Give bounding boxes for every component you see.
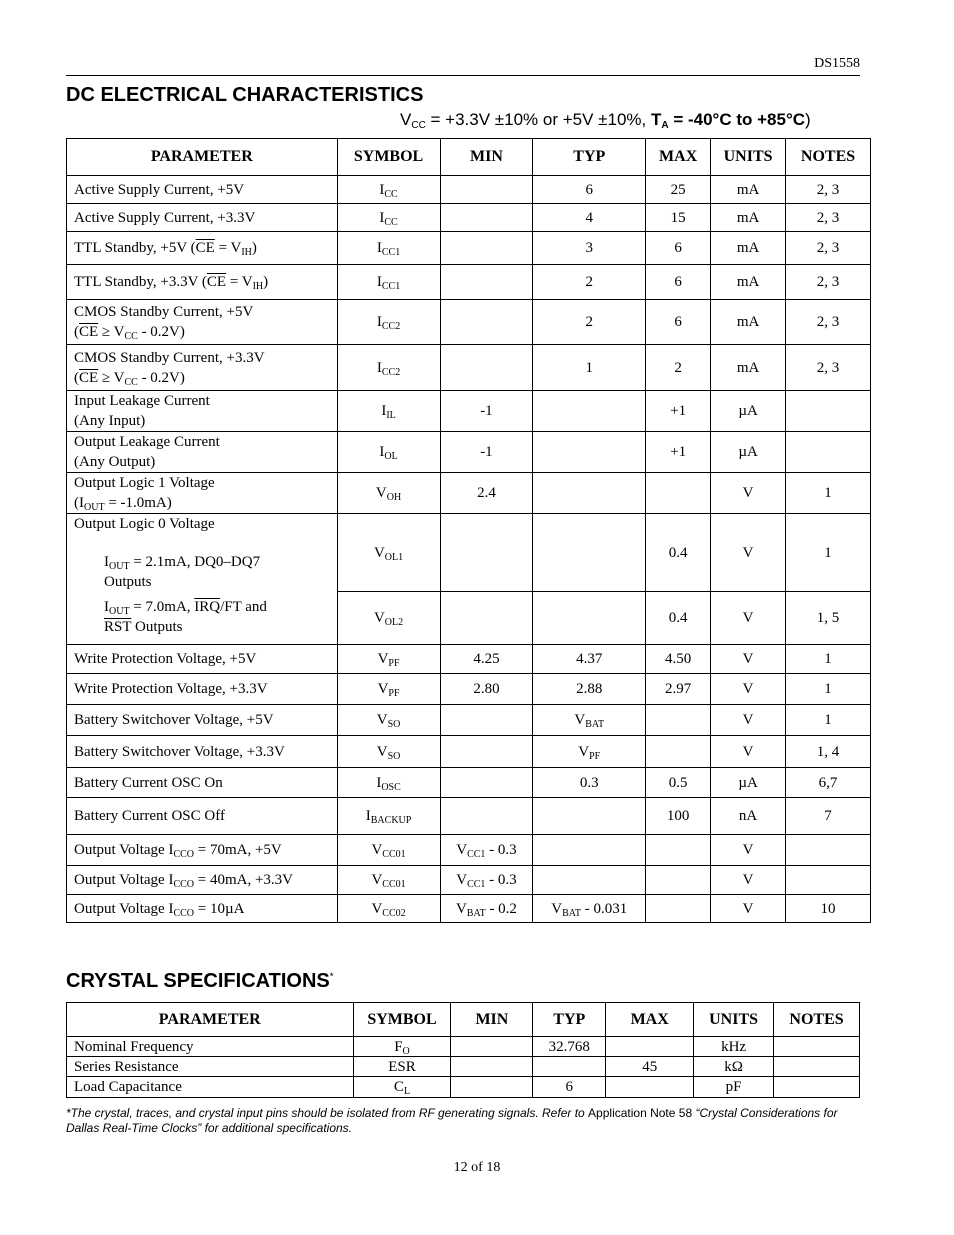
- col-header: UNITS: [694, 1003, 774, 1037]
- notes-cell: [774, 1057, 860, 1077]
- typ-cell: $V_{BAT}$: [533, 705, 646, 736]
- units-cell: mA: [711, 345, 786, 391]
- symbol-cell: $I_{CC1}$: [337, 232, 440, 265]
- typ-cell: [533, 432, 646, 473]
- units-cell: V: [711, 866, 786, 895]
- col-header: MAX: [646, 139, 711, 176]
- units-cell: V: [711, 473, 786, 514]
- symbol-cell: $V_{SO}$: [337, 705, 440, 736]
- typ-cell: 6: [533, 1077, 606, 1098]
- notes-cell: [774, 1037, 860, 1057]
- table-row: [67, 674, 871, 705]
- symbol-cell: $V_{CC02}$: [337, 895, 440, 923]
- min-cell: [440, 768, 533, 798]
- symbol-cell: $I_{CC1}$: [337, 265, 440, 300]
- min-cell: [440, 265, 533, 300]
- units-cell: V: [711, 645, 786, 674]
- table-row: [67, 768, 871, 798]
- max-cell: +1: [646, 432, 711, 473]
- min-cell: [451, 1057, 533, 1077]
- col-header: NOTES: [774, 1003, 860, 1037]
- max-cell: [606, 1037, 694, 1057]
- symbol-cell: $F_O$: [353, 1037, 451, 1057]
- typ-cell: 1: [533, 345, 646, 391]
- max-cell: [646, 866, 711, 895]
- typ-cell: 3: [533, 232, 646, 265]
- min-cell: [440, 204, 533, 232]
- units-cell: µA: [711, 768, 786, 798]
- units-cell: V: [711, 674, 786, 705]
- max-cell: 25: [646, 176, 711, 204]
- param-cell: Battery Current OSC Off: [67, 798, 338, 835]
- notes-cell: 1: [786, 645, 871, 674]
- typ-cell: 2: [533, 300, 646, 345]
- min-cell: [440, 232, 533, 265]
- col-header: TYP: [533, 1003, 606, 1037]
- table-row: [67, 176, 871, 204]
- max-cell: [646, 736, 711, 768]
- col-header: MIN: [451, 1003, 533, 1037]
- param-cell: Output Voltage $I_{CCO} = 10\mu A$: [67, 895, 338, 923]
- symbol-cell: $V_{SO}$: [337, 736, 440, 768]
- param-cell: Input Leakage Current (Any Input): [67, 391, 338, 432]
- notes-cell: 10: [786, 895, 871, 923]
- param-cell: Write Protection Voltage, +3.3V: [67, 674, 338, 705]
- max-cell: 0.5: [646, 768, 711, 798]
- units-cell: V: [711, 835, 786, 866]
- notes-cell: 6,7: [786, 768, 871, 798]
- notes-cell: 1: [786, 473, 871, 514]
- typ-cell: $V_{BAT} - 0.031$: [533, 895, 646, 923]
- param-cell: Active Supply Current, +5V: [67, 176, 338, 204]
- param-cell: Write Protection Voltage, +5V: [67, 645, 338, 674]
- symbol-cell: $V_{OH}$: [337, 473, 440, 514]
- max-cell: 100: [646, 798, 711, 835]
- min-cell: [440, 345, 533, 391]
- max-cell: 2: [646, 345, 711, 391]
- symbol-cell: $I_{CC}$: [337, 176, 440, 204]
- max-cell: [606, 1077, 694, 1098]
- table-row: [67, 204, 871, 232]
- typ-cell: 6: [533, 176, 646, 204]
- table-header-row: [67, 1003, 860, 1037]
- symbol-cell: $V_{PF}$: [337, 674, 440, 705]
- notes-cell: 2, 3: [786, 176, 871, 204]
- max-cell: [646, 705, 711, 736]
- param-cell: Output Voltage $I_{CCO} = 70mA$, +5V: [67, 835, 338, 866]
- units-cell: mA: [711, 232, 786, 265]
- notes-cell: [786, 391, 871, 432]
- max-cell: +1: [646, 391, 711, 432]
- typ-cell: 4.37: [533, 645, 646, 674]
- param-cell: Series Resistance: [67, 1057, 354, 1077]
- typ-cell: [533, 835, 646, 866]
- symbol-cell: $I_{OL}$: [337, 432, 440, 473]
- max-cell: 6: [646, 265, 711, 300]
- table-row: [67, 645, 871, 674]
- typ-cell: 32.768: [533, 1037, 606, 1057]
- units-cell: V: [711, 592, 786, 645]
- col-header: MAX: [606, 1003, 694, 1037]
- param-cell: Active Supply Current, +3.3V: [67, 204, 338, 232]
- min-cell: [451, 1077, 533, 1098]
- param-cell: Battery Switchover Voltage, +3.3V: [67, 736, 338, 768]
- symbol-cell: $I_{CC}$: [337, 204, 440, 232]
- dc-characteristics-table: [66, 138, 871, 923]
- param-cell: Output Logic 0 Voltage $I_{OUT} = 2.1mA$, DQ0–DQ7 Outputs $I_{OUT} = 7.0mA$, $\overline{IRQ}/FT$ and $\overline{RST}$ Outputs: [67, 514, 338, 645]
- typ-cell: 2: [533, 265, 646, 300]
- min-cell: [451, 1037, 533, 1057]
- typ-cell: 4: [533, 204, 646, 232]
- table-row: [67, 391, 871, 432]
- min-cell: 2.80: [440, 674, 533, 705]
- crystal-title: CRYSTAL SPECIFICATIONS*: [66, 970, 334, 992]
- units-cell: nA: [711, 798, 786, 835]
- symbol-cell: $I_{IL}$: [337, 391, 440, 432]
- table-row: [67, 300, 871, 345]
- table-row: [67, 432, 871, 473]
- max-cell: 0.4: [646, 592, 711, 645]
- table-row: [67, 265, 871, 300]
- param-cell: Battery Switchover Voltage, +5V: [67, 705, 338, 736]
- table-row: [67, 232, 871, 265]
- typ-cell: [533, 592, 646, 645]
- param-cell: Output Leakage Current (Any Output): [67, 432, 338, 473]
- max-cell: 2.97: [646, 674, 711, 705]
- min-cell: [440, 300, 533, 345]
- param-cell: Load Capacitance: [67, 1077, 354, 1098]
- typ-cell: [533, 514, 646, 592]
- table-row: [67, 895, 871, 923]
- symbol-cell: $V_{CC01}$: [337, 866, 440, 895]
- typ-cell: $V_{PF}$: [533, 736, 646, 768]
- col-header: PARAMETER: [67, 1003, 354, 1037]
- symbol-cell: $I_{OSC}$: [337, 768, 440, 798]
- min-cell: $V_{BAT} - 0.2$: [440, 895, 533, 923]
- min-cell: $V_{CC1} - 0.3$: [440, 866, 533, 895]
- symbol-cell: $V_{PF}$: [337, 645, 440, 674]
- notes-cell: 1, 4: [786, 736, 871, 768]
- min-cell: [440, 514, 533, 592]
- units-cell: V: [711, 514, 786, 592]
- table-row: [67, 736, 871, 768]
- notes-cell: 1: [786, 705, 871, 736]
- units-cell: V: [711, 895, 786, 923]
- param-cell: Output Logic 1 Voltage $(I_{OUT} = -1.0mA)$: [67, 473, 338, 514]
- units-cell: µA: [711, 391, 786, 432]
- notes-cell: 2, 3: [786, 232, 871, 265]
- units-cell: pF: [694, 1077, 774, 1098]
- symbol-cell: $V_{OL1}$: [337, 514, 440, 592]
- col-header: SYMBOL: [337, 139, 440, 176]
- dc-title: DC ELECTRICAL CHARACTERISTICS: [66, 84, 424, 106]
- min-cell: -1: [440, 432, 533, 473]
- param-cell: Output Voltage $I_{CCO} = 40mA$, +3.3V: [67, 866, 338, 895]
- param-cell: Nominal Frequency: [67, 1037, 354, 1057]
- col-header: SYMBOL: [353, 1003, 451, 1037]
- typ-cell: [533, 391, 646, 432]
- typ-cell: 2.88: [533, 674, 646, 705]
- units-cell: kHz: [694, 1037, 774, 1057]
- units-cell: mA: [711, 204, 786, 232]
- typ-cell: [533, 1057, 606, 1077]
- min-cell: [440, 798, 533, 835]
- notes-cell: 1: [786, 674, 871, 705]
- typ-cell: 0.3: [533, 768, 646, 798]
- table-row: [67, 1057, 860, 1077]
- notes-cell: 2, 3: [786, 300, 871, 345]
- symbol-cell: $C_L$: [353, 1077, 451, 1098]
- notes-cell: [786, 866, 871, 895]
- typ-cell: [533, 798, 646, 835]
- header-rule: [66, 75, 860, 76]
- symbol-cell: $I_{CC2}$: [337, 345, 440, 391]
- table-row: [67, 1037, 860, 1057]
- units-cell: V: [711, 736, 786, 768]
- param-cell: TTL Standby, +5V $(\overline{CE} = V_{IH})$: [67, 232, 338, 265]
- max-cell: 15: [646, 204, 711, 232]
- min-cell: [440, 176, 533, 204]
- table-row: [67, 1077, 860, 1098]
- units-cell: V: [711, 705, 786, 736]
- units-cell: µA: [711, 432, 786, 473]
- min-cell: [440, 592, 533, 645]
- param-cell: TTL Standby, +3.3V $(\overline{CE} = V_{IH})$: [67, 265, 338, 300]
- units-cell: mA: [711, 300, 786, 345]
- table-row: [67, 835, 871, 866]
- notes-cell: [786, 432, 871, 473]
- symbol-cell: $I_{BACKUP}$: [337, 798, 440, 835]
- min-cell: $V_{CC1} - 0.3$: [440, 835, 533, 866]
- col-header: NOTES: [786, 139, 871, 176]
- notes-cell: 2, 3: [786, 265, 871, 300]
- min-cell: [440, 736, 533, 768]
- crystal-footnote: *The crystal, traces, and crystal input pins should be isolated from RF generating signals. Refer to Application Note 58 “Crystal Considerations for Dallas Real-Time Clocks” for additional specifications.: [66, 1106, 838, 1135]
- max-cell: 4.50: [646, 645, 711, 674]
- max-cell: [646, 835, 711, 866]
- typ-cell: [533, 866, 646, 895]
- min-cell: 4.25: [440, 645, 533, 674]
- typ-cell: [533, 473, 646, 514]
- max-cell: 6: [646, 300, 711, 345]
- table-row: [67, 514, 871, 592]
- notes-cell: 2, 3: [786, 204, 871, 232]
- col-header: UNITS: [711, 139, 786, 176]
- notes-cell: 2, 3: [786, 345, 871, 391]
- max-cell: [646, 895, 711, 923]
- symbol-cell: ESR: [353, 1057, 451, 1077]
- table-row: [67, 798, 871, 835]
- param-cell: CMOS Standby Current, +3.3V $(\overline{CE} \ge V_{CC} - 0.2V)$: [67, 345, 338, 391]
- notes-cell: 7: [786, 798, 871, 835]
- table-row: [67, 345, 871, 391]
- max-cell: 6: [646, 232, 711, 265]
- min-cell: [440, 705, 533, 736]
- notes-cell: [774, 1077, 860, 1098]
- table-header-row: [67, 139, 871, 176]
- col-header: MIN: [440, 139, 533, 176]
- param-cell: CMOS Standby Current, +5V $(\overline{CE} \ge V_{CC} - 0.2V)$: [67, 300, 338, 345]
- crystal-specifications-table: [66, 1002, 860, 1098]
- col-header: PARAMETER: [67, 139, 338, 176]
- max-cell: 0.4: [646, 514, 711, 592]
- table-row: [67, 705, 871, 736]
- symbol-cell: $V_{OL2}$: [337, 592, 440, 645]
- notes-cell: 1: [786, 514, 871, 592]
- units-cell: mA: [711, 265, 786, 300]
- symbol-cell: $I_{CC2}$: [337, 300, 440, 345]
- min-cell: 2.4: [440, 473, 533, 514]
- document-id: DS1558: [814, 56, 860, 71]
- notes-cell: [786, 835, 871, 866]
- page-number: 12 of 18: [453, 1160, 501, 1175]
- symbol-cell: $V_{CC01}$: [337, 835, 440, 866]
- units-cell: mA: [711, 176, 786, 204]
- min-cell: -1: [440, 391, 533, 432]
- dc-conditions: $V_{CC} = +3.3V \pm 10\%$ or +5V ±10%, $T_A = -40^\circ C$ to +85°C): [400, 110, 811, 131]
- notes-cell: 1, 5: [786, 592, 871, 645]
- table-row: [67, 866, 871, 895]
- max-cell: [646, 473, 711, 514]
- param-cell: Battery Current OSC On: [67, 768, 338, 798]
- max-cell: 45: [606, 1057, 694, 1077]
- col-header: TYP: [533, 139, 646, 176]
- table-row: [67, 473, 871, 514]
- units-cell: kΩ: [694, 1057, 774, 1077]
